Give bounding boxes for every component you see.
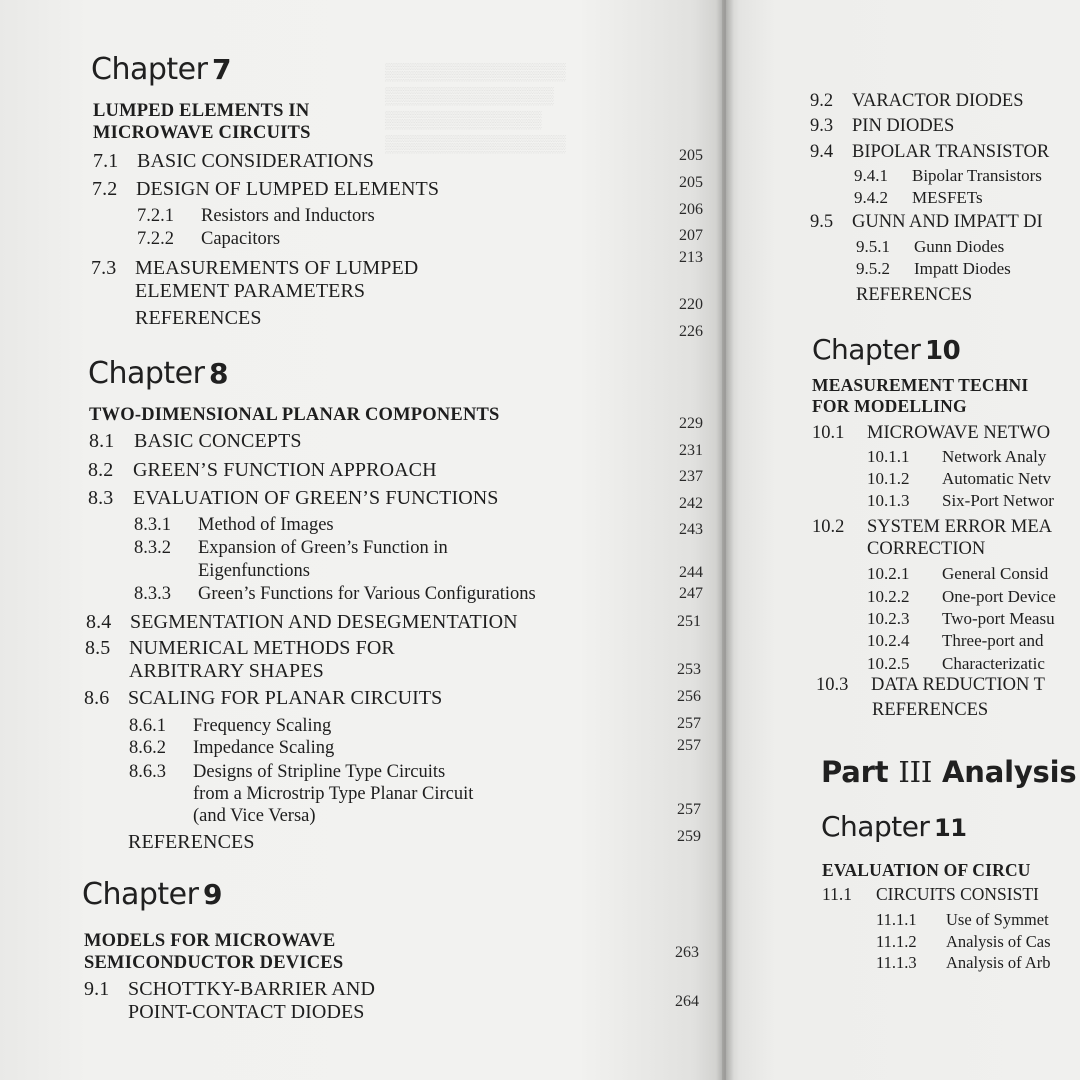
section-title: SEGMENTATION AND DESEGMENTATION	[130, 611, 518, 633]
section-number: 7.1	[93, 150, 119, 172]
section-title: SCALING FOR PLANAR CIRCUITS	[128, 687, 443, 709]
toc-entry-8-references[interactable]	[128, 831, 255, 854]
page-number: 264	[675, 993, 699, 1010]
section-title: SYSTEM ERROR MEA	[867, 517, 1053, 537]
page-number: 242	[679, 495, 703, 512]
references-label: REFERENCES	[135, 307, 262, 329]
toc-entry-7-2[interactable]	[92, 178, 439, 201]
toc-entry-10-2-5[interactable]	[867, 654, 1045, 674]
section-number: 9.5.2	[856, 259, 890, 278]
section-title: ARBITRARY SHAPES	[129, 660, 324, 682]
section-number: 10.2.5	[867, 654, 910, 673]
section-title: MEASUREMENTS OF LUMPED	[135, 257, 419, 279]
section-title: BASIC CONSIDERATIONS	[137, 150, 375, 172]
section-number: 11.1	[822, 884, 852, 904]
section-number: 7.2.2	[137, 229, 174, 249]
chapter-9-heading	[82, 877, 222, 912]
section-number: 10.2.4	[867, 631, 910, 650]
toc-entry-10-2-3[interactable]	[867, 609, 1055, 629]
page-number: 231	[679, 442, 703, 459]
toc-entry-8-4[interactable]	[86, 611, 518, 634]
section-title: Network Analy	[942, 447, 1047, 466]
section-number: 8.3	[88, 487, 114, 509]
section-title: DATA REDUCTION T	[871, 675, 1045, 695]
chapter-title-line: MODELS FOR MICROWAVE	[84, 931, 336, 951]
section-title: General Consid	[942, 564, 1049, 583]
section-number: 10.2.1	[867, 564, 910, 583]
page-number: 244	[679, 564, 703, 581]
chapter-title-line: SEMICONDUCTOR DEVICES	[84, 953, 344, 973]
section-number: 10.3	[816, 675, 849, 695]
right-page	[726, 0, 1080, 1080]
toc-entry-9-5-1[interactable]	[856, 237, 1004, 257]
part-title: Analysis	[942, 755, 1077, 789]
toc-entry-8-6[interactable]	[84, 687, 442, 710]
page-number: 205	[679, 174, 703, 191]
toc-entry-11-1-1[interactable]	[876, 910, 1049, 930]
toc-entry-9-5[interactable]	[810, 212, 1043, 233]
page-number: 229	[679, 415, 703, 432]
toc-entry-8-3-1[interactable]	[134, 515, 334, 536]
section-number: 8.5	[85, 637, 111, 659]
section-title: One-port Device	[942, 587, 1056, 606]
chapter-11-title: EVALUATION OF CIRCU	[822, 860, 1031, 880]
toc-entry-9-4-1[interactable]	[854, 166, 1042, 186]
toc-entry-10-1-1[interactable]	[867, 447, 1046, 467]
page-number: 263	[675, 944, 699, 961]
section-title: Bipolar Transistors	[912, 166, 1042, 185]
show-through-text: ▒▒▒▒▒▒▒▒▒▒▒▒▒▒▒ ▒▒▒▒▒▒▒▒▒▒▒▒▒▒ ▒▒▒▒▒▒▒▒▒▒▒▒▒ ▒▒▒▒▒▒▒▒▒▒▒▒▒▒▒	[385, 62, 566, 153]
page-number: 257	[677, 801, 701, 818]
section-title: Method of Images	[198, 515, 334, 535]
section-title: Characterizatic	[942, 654, 1045, 673]
section-title: Use of Symmet	[946, 910, 1049, 929]
section-number: 10.2.2	[867, 587, 910, 606]
section-title: BASIC CONCEPTS	[134, 430, 302, 452]
toc-entry-8-2[interactable]	[88, 459, 437, 482]
section-number: 9.4	[810, 142, 834, 162]
chapter-7-title	[93, 100, 311, 144]
toc-entry-10-2[interactable]	[812, 516, 1052, 560]
chapter-word: Chapter	[91, 52, 208, 87]
section-title: Capacitors	[201, 229, 281, 249]
section-title: Impedance Scaling	[193, 738, 335, 758]
section-number: 7.2	[92, 178, 118, 200]
page-number: 251	[677, 613, 701, 630]
chapter-10-heading	[812, 333, 960, 366]
section-number: 10.1.2	[867, 469, 910, 488]
page-number: 220	[679, 296, 703, 313]
part-number: III	[898, 755, 933, 789]
book-gutter-shadow	[716, 0, 734, 1080]
section-title: Three-port and	[942, 631, 1044, 650]
section-title: MESFETs	[912, 188, 983, 207]
toc-entry-11-1-2[interactable]	[876, 932, 1051, 952]
chapter-7-heading	[91, 52, 231, 87]
chapter-9-title	[84, 930, 343, 974]
section-number: 10.1.3	[867, 491, 910, 510]
chapter-title-line: MEASUREMENT TECHNI	[812, 375, 1029, 395]
section-number: 9.5	[810, 212, 834, 232]
chapter-number: 9	[203, 878, 223, 911]
section-number: 8.3.3	[134, 584, 171, 604]
chapter-title-line: LUMPED ELEMENTS IN	[93, 101, 310, 121]
chapter-word: Chapter	[821, 810, 930, 843]
toc-entry-8-6-3[interactable]	[129, 761, 473, 827]
section-number: 11.1.1	[876, 910, 917, 929]
part-heading	[821, 755, 1076, 789]
page-number: 247	[679, 585, 703, 602]
toc-entry-10-references[interactable]: REFERENCES	[872, 700, 989, 720]
section-title: from a Microstrip Type Planar Circuit	[193, 784, 474, 804]
section-number: 8.3.1	[134, 515, 171, 535]
section-title: CORRECTION	[867, 539, 986, 559]
toc-entry-9-4[interactable]	[810, 142, 1049, 163]
section-title: POINT-CONTACT DIODES	[128, 1001, 365, 1023]
page-number: 213	[679, 249, 703, 266]
section-title: SCHOTTKY-BARRIER AND	[128, 978, 376, 1000]
section-title: ELEMENT PARAMETERS	[135, 280, 366, 302]
toc-entry-11-1-3[interactable]	[876, 953, 1051, 973]
chapter-title-line: FOR MODELLING	[812, 396, 967, 416]
section-title: BIPOLAR TRANSISTOR	[852, 142, 1050, 162]
section-title: VARACTOR DIODES	[852, 91, 1024, 111]
section-title: Green’s Functions for Various Configurations	[198, 584, 536, 604]
chapter-8-title: TWO-DIMENSIONAL PLANAR COMPONENTS	[89, 405, 500, 425]
toc-entry-9-3[interactable]	[810, 116, 954, 137]
toc-entry-8-3-2[interactable]	[134, 537, 448, 583]
toc-entry-10-1-2[interactable]	[867, 469, 1051, 489]
toc-entry-8-3[interactable]	[88, 487, 499, 510]
section-number: 7.2.1	[137, 206, 174, 226]
section-number: 9.2	[810, 91, 834, 111]
section-number: 10.1	[812, 423, 845, 443]
toc-entry-10-2-2[interactable]	[867, 587, 1056, 607]
section-number: 8.2	[88, 459, 114, 481]
section-title: GUNN AND IMPATT DI	[852, 212, 1043, 232]
section-number: 8.6.3	[129, 762, 166, 782]
section-title: Impatt Diodes	[914, 259, 1011, 278]
toc-entry-7-3[interactable]	[91, 257, 418, 303]
chapter-8-heading	[88, 356, 228, 391]
chapter-11-heading	[821, 810, 966, 843]
page-number: 206	[679, 201, 703, 218]
toc-entry-7-2-2[interactable]	[137, 229, 280, 250]
page-number: 207	[679, 227, 703, 244]
section-title: Two-port Measu	[942, 609, 1055, 628]
section-number: 8.1	[89, 430, 115, 452]
toc-entry-8-3-3[interactable]	[134, 584, 536, 605]
toc-entry-8-6-1[interactable]	[129, 716, 331, 737]
chapter-word: Chapter	[82, 877, 199, 912]
toc-entry-9-5-2[interactable]	[856, 259, 1011, 279]
section-title: Designs of Stripline Type Circuits	[193, 762, 446, 782]
chapter-number: 7	[212, 53, 232, 86]
section-number: 9.4.2	[854, 188, 888, 207]
chapter-word: Chapter	[812, 333, 921, 366]
section-number: 11.1.2	[876, 932, 917, 951]
page-number: 257	[677, 715, 701, 732]
toc-entry-7-references[interactable]	[135, 307, 262, 330]
section-title: MICROWAVE NETWO	[867, 423, 1051, 443]
toc-entry-9-2[interactable]	[810, 91, 1024, 112]
section-title: DESIGN OF LUMPED ELEMENTS	[136, 178, 440, 200]
section-number: 9.4.1	[854, 166, 888, 185]
toc-entry-8-1[interactable]	[89, 430, 302, 453]
page-number: 205	[679, 147, 703, 164]
section-title: NUMERICAL METHODS FOR	[129, 637, 395, 659]
toc-entry-11-1[interactable]	[822, 884, 1039, 905]
section-number: 8.3.2	[134, 538, 171, 558]
section-number: 8.6.2	[129, 738, 166, 758]
chapter-number: 8	[209, 357, 229, 390]
section-title: Gunn Diodes	[914, 237, 1005, 256]
part-word: Part	[821, 755, 889, 789]
chapter-title-line: MICROWAVE CIRCUITS	[93, 123, 311, 143]
section-number: 8.6.1	[129, 716, 166, 736]
chapter-10-title	[812, 375, 1028, 417]
section-title: Eigenfunctions	[198, 561, 311, 581]
section-number: 10.1.1	[867, 447, 910, 466]
section-number: 9.3	[810, 116, 834, 136]
section-number: 9.1	[84, 978, 110, 1000]
section-title: Analysis of Cas	[946, 932, 1051, 951]
page-number: 243	[679, 521, 703, 538]
page-number: 253	[677, 661, 701, 678]
section-title: Frequency Scaling	[193, 716, 332, 736]
section-number: 9.5.1	[856, 237, 890, 256]
section-title: Resistors and Inductors	[201, 206, 375, 226]
section-title: GREEN’S FUNCTION APPROACH	[133, 459, 437, 481]
section-number: 11.1.3	[876, 953, 917, 972]
chapter-number: 11	[934, 814, 967, 842]
toc-entry-10-2-4[interactable]	[867, 631, 1043, 651]
page-number: 256	[677, 688, 701, 705]
section-number: 7.3	[91, 257, 117, 279]
section-title: Analysis of Arb	[946, 953, 1051, 972]
section-title: Six-Port Networ	[942, 491, 1054, 510]
section-title: CIRCUITS CONSISTI	[876, 884, 1039, 904]
toc-entry-9-1[interactable]	[84, 978, 375, 1024]
toc-entry-8-5[interactable]	[85, 637, 395, 683]
section-number: 10.2.3	[867, 609, 910, 628]
section-title: PIN DIODES	[852, 116, 955, 136]
toc-entry-7-1[interactable]	[93, 150, 374, 173]
section-number: 8.6	[84, 687, 110, 709]
section-title: Automatic Netv	[942, 469, 1052, 488]
toc-entry-10-1-3[interactable]	[867, 491, 1054, 511]
toc-entry-9-4-2[interactable]	[854, 188, 983, 208]
toc-entry-10-2-1[interactable]	[867, 564, 1048, 584]
section-title: Expansion of Green’s Function in	[198, 538, 448, 558]
section-number: 8.4	[86, 611, 112, 633]
toc-entry-9-references[interactable]: REFERENCES	[856, 285, 973, 305]
page-number: 257	[677, 737, 701, 754]
references-label: REFERENCES	[128, 831, 255, 853]
page-number: 259	[677, 828, 701, 845]
section-title: EVALUATION OF GREEN’S FUNCTIONS	[133, 487, 499, 509]
toc-entry-8-6-2[interactable]	[129, 738, 334, 759]
chapter-word: Chapter	[88, 356, 205, 391]
toc-entry-7-2-1[interactable]	[137, 206, 375, 227]
chapter-number: 10	[925, 336, 961, 366]
section-title: (and Vice Versa)	[193, 806, 316, 826]
page-number: 226	[679, 323, 703, 340]
toc-entry-10-3[interactable]	[816, 675, 1045, 696]
page-number: 237	[679, 468, 703, 485]
toc-entry-10-1[interactable]	[812, 423, 1050, 444]
section-number: 10.2	[812, 517, 845, 537]
